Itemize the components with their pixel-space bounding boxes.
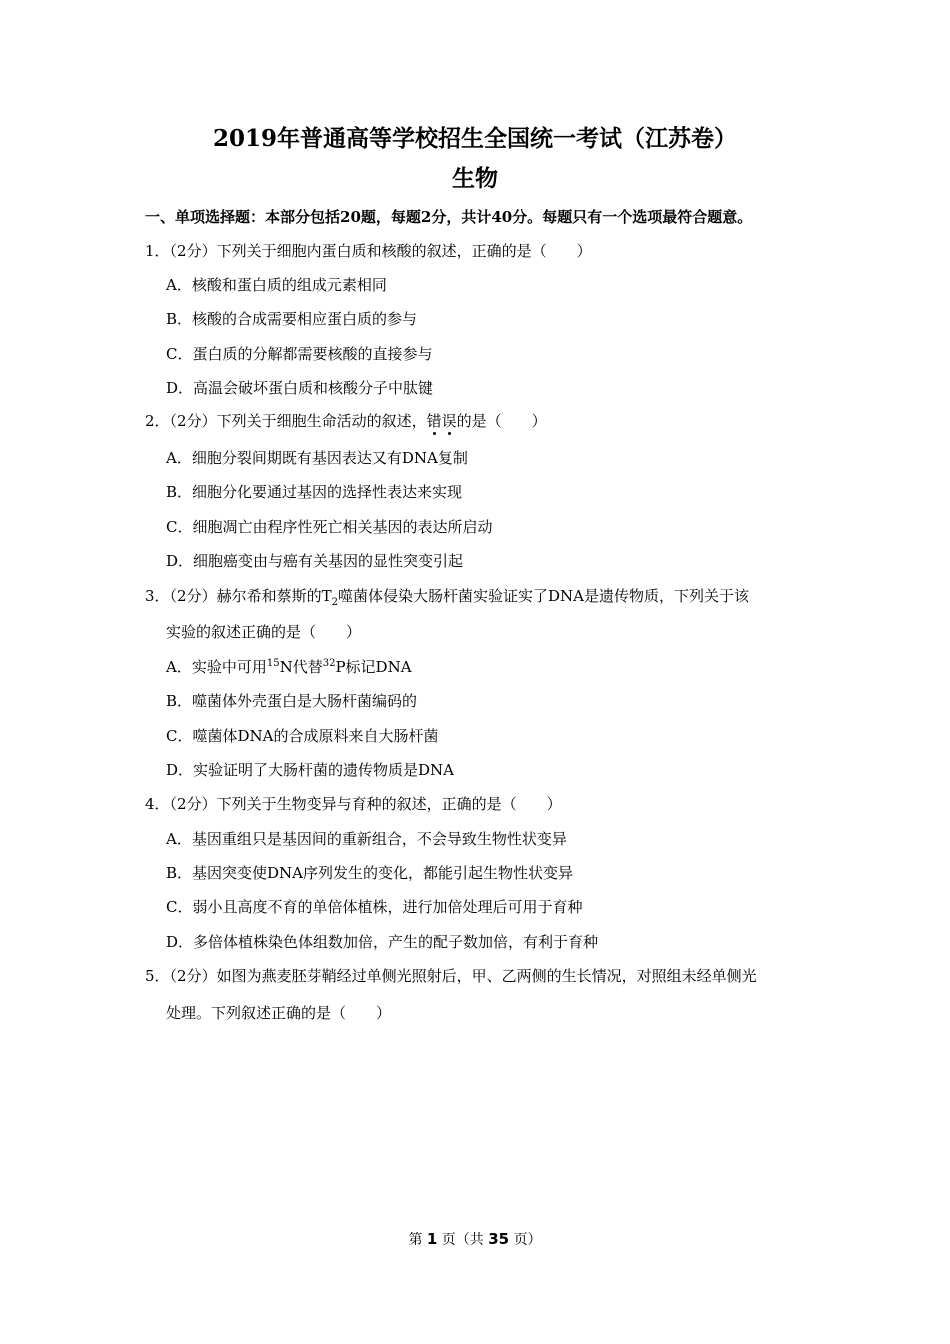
superscript: 32 xyxy=(322,658,336,669)
footer-prefix: 第 xyxy=(408,1232,423,1248)
question-text: （2分）赫尔希和蔡斯的T xyxy=(169,587,332,605)
question-1-option-d: D．高温会破坏蛋白质和核酸分子中肽键 xyxy=(166,379,434,397)
question-3-continuation: 实验的叙述正确的是（ ） xyxy=(166,623,362,641)
question-1-option-a: A．核酸和蛋白质的组成元素相同 xyxy=(166,276,387,294)
section-heading: 一、单项选择题：本部分包括20题，每题2分，共计40分。每题只有一个选项最符合题意。 xyxy=(145,208,753,226)
question-3 xyxy=(145,586,749,606)
page-number: 1 xyxy=(426,1230,438,1248)
question-4-option-d: D．多倍体植株染色体组数加倍，产生的配子数加倍，有利于育种 xyxy=(166,933,599,951)
subscript: 2 xyxy=(331,597,338,608)
question-text: （2分）下列关于生物变异与育种的叙述，正确的是（ ） xyxy=(169,795,562,813)
question-4-option-a: A．基因重组只是基因间的重新组合，不会导致生物性状变异 xyxy=(166,830,567,848)
question-number: 1． xyxy=(145,242,170,260)
page-footer xyxy=(0,1229,950,1250)
option-text: N代替 xyxy=(279,658,323,676)
exam-title: 2019年普通高等学校招生全国统一考试（江苏卷） xyxy=(212,125,737,152)
question-text: （2分）下列关于细胞内蛋白质和核酸的叙述，正确的是（ ） xyxy=(169,242,592,260)
question-text-cont: 噬菌体侵染大肠杆菌实验证实了DNA是遗传物质，下列关于该 xyxy=(337,587,749,605)
question-3-option-c: C．噬菌体DNA的合成原料来自大肠杆菌 xyxy=(166,727,439,745)
option-text: A．实验中可用 xyxy=(166,658,267,676)
question-4-option-b: B．基因突变使DNA序列发生的变化，都能引起生物性状变异 xyxy=(166,864,574,882)
question-number: 2． xyxy=(145,412,170,430)
question-2 xyxy=(145,411,547,431)
question-1-option-b: B．核酸的合成需要相应蛋白质的参与 xyxy=(166,310,418,328)
question-4 xyxy=(145,794,562,814)
question-number: 5． xyxy=(145,967,170,985)
question-text: （2分）如图为燕麦胚芽鞘经过单侧光照射后，甲、乙两侧的生长情况，对照组未经单侧光 xyxy=(169,967,757,985)
question-1-option-c: C．蛋白质的分解都需要核酸的直接参与 xyxy=(166,345,433,363)
question-2-option-b: B．细胞分化要通过基因的选择性表达来实现 xyxy=(166,483,463,501)
question-5-continuation: 处理。下列叙述正确的是（ ） xyxy=(166,1004,392,1022)
exam-subject: 生物 xyxy=(452,165,498,192)
superscript: 15 xyxy=(266,658,280,669)
question-3-option-a xyxy=(166,657,412,677)
question-2-option-c: C．细胞凋亡由程序性死亡相关基因的表达所启动 xyxy=(166,518,493,536)
question-4-option-c: C．弱小且高度不育的单倍体植株，进行加倍处理后可用于育种 xyxy=(166,898,583,916)
emphasis-char: 错 xyxy=(426,412,442,430)
total-pages: 35 xyxy=(488,1230,510,1248)
question-3-option-b: B．噬菌体外壳蛋白是大肠杆菌编码的 xyxy=(166,692,418,710)
question-2-option-a: A．细胞分裂间期既有基因表达又有DNA复制 xyxy=(166,449,468,467)
question-number: 3． xyxy=(145,587,170,605)
question-number: 4． xyxy=(145,795,170,813)
question-2-option-d: D．细胞癌变由与癌有关基因的显性突变引起 xyxy=(166,552,464,570)
question-5 xyxy=(145,966,757,986)
question-text: （2分）下列关于细胞生命活动的叙述， xyxy=(169,412,427,430)
question-text-end: 的是（ ） xyxy=(456,412,547,430)
emphasis-char: 误 xyxy=(441,412,457,430)
footer-middle: 页（共 xyxy=(441,1232,484,1248)
option-text: P标记DNA xyxy=(335,658,412,676)
question-3-option-d: D．实验证明了大肠杆菌的遗传物质是DNA xyxy=(166,761,455,779)
question-1 xyxy=(145,241,592,261)
footer-suffix: 页） xyxy=(513,1232,542,1248)
